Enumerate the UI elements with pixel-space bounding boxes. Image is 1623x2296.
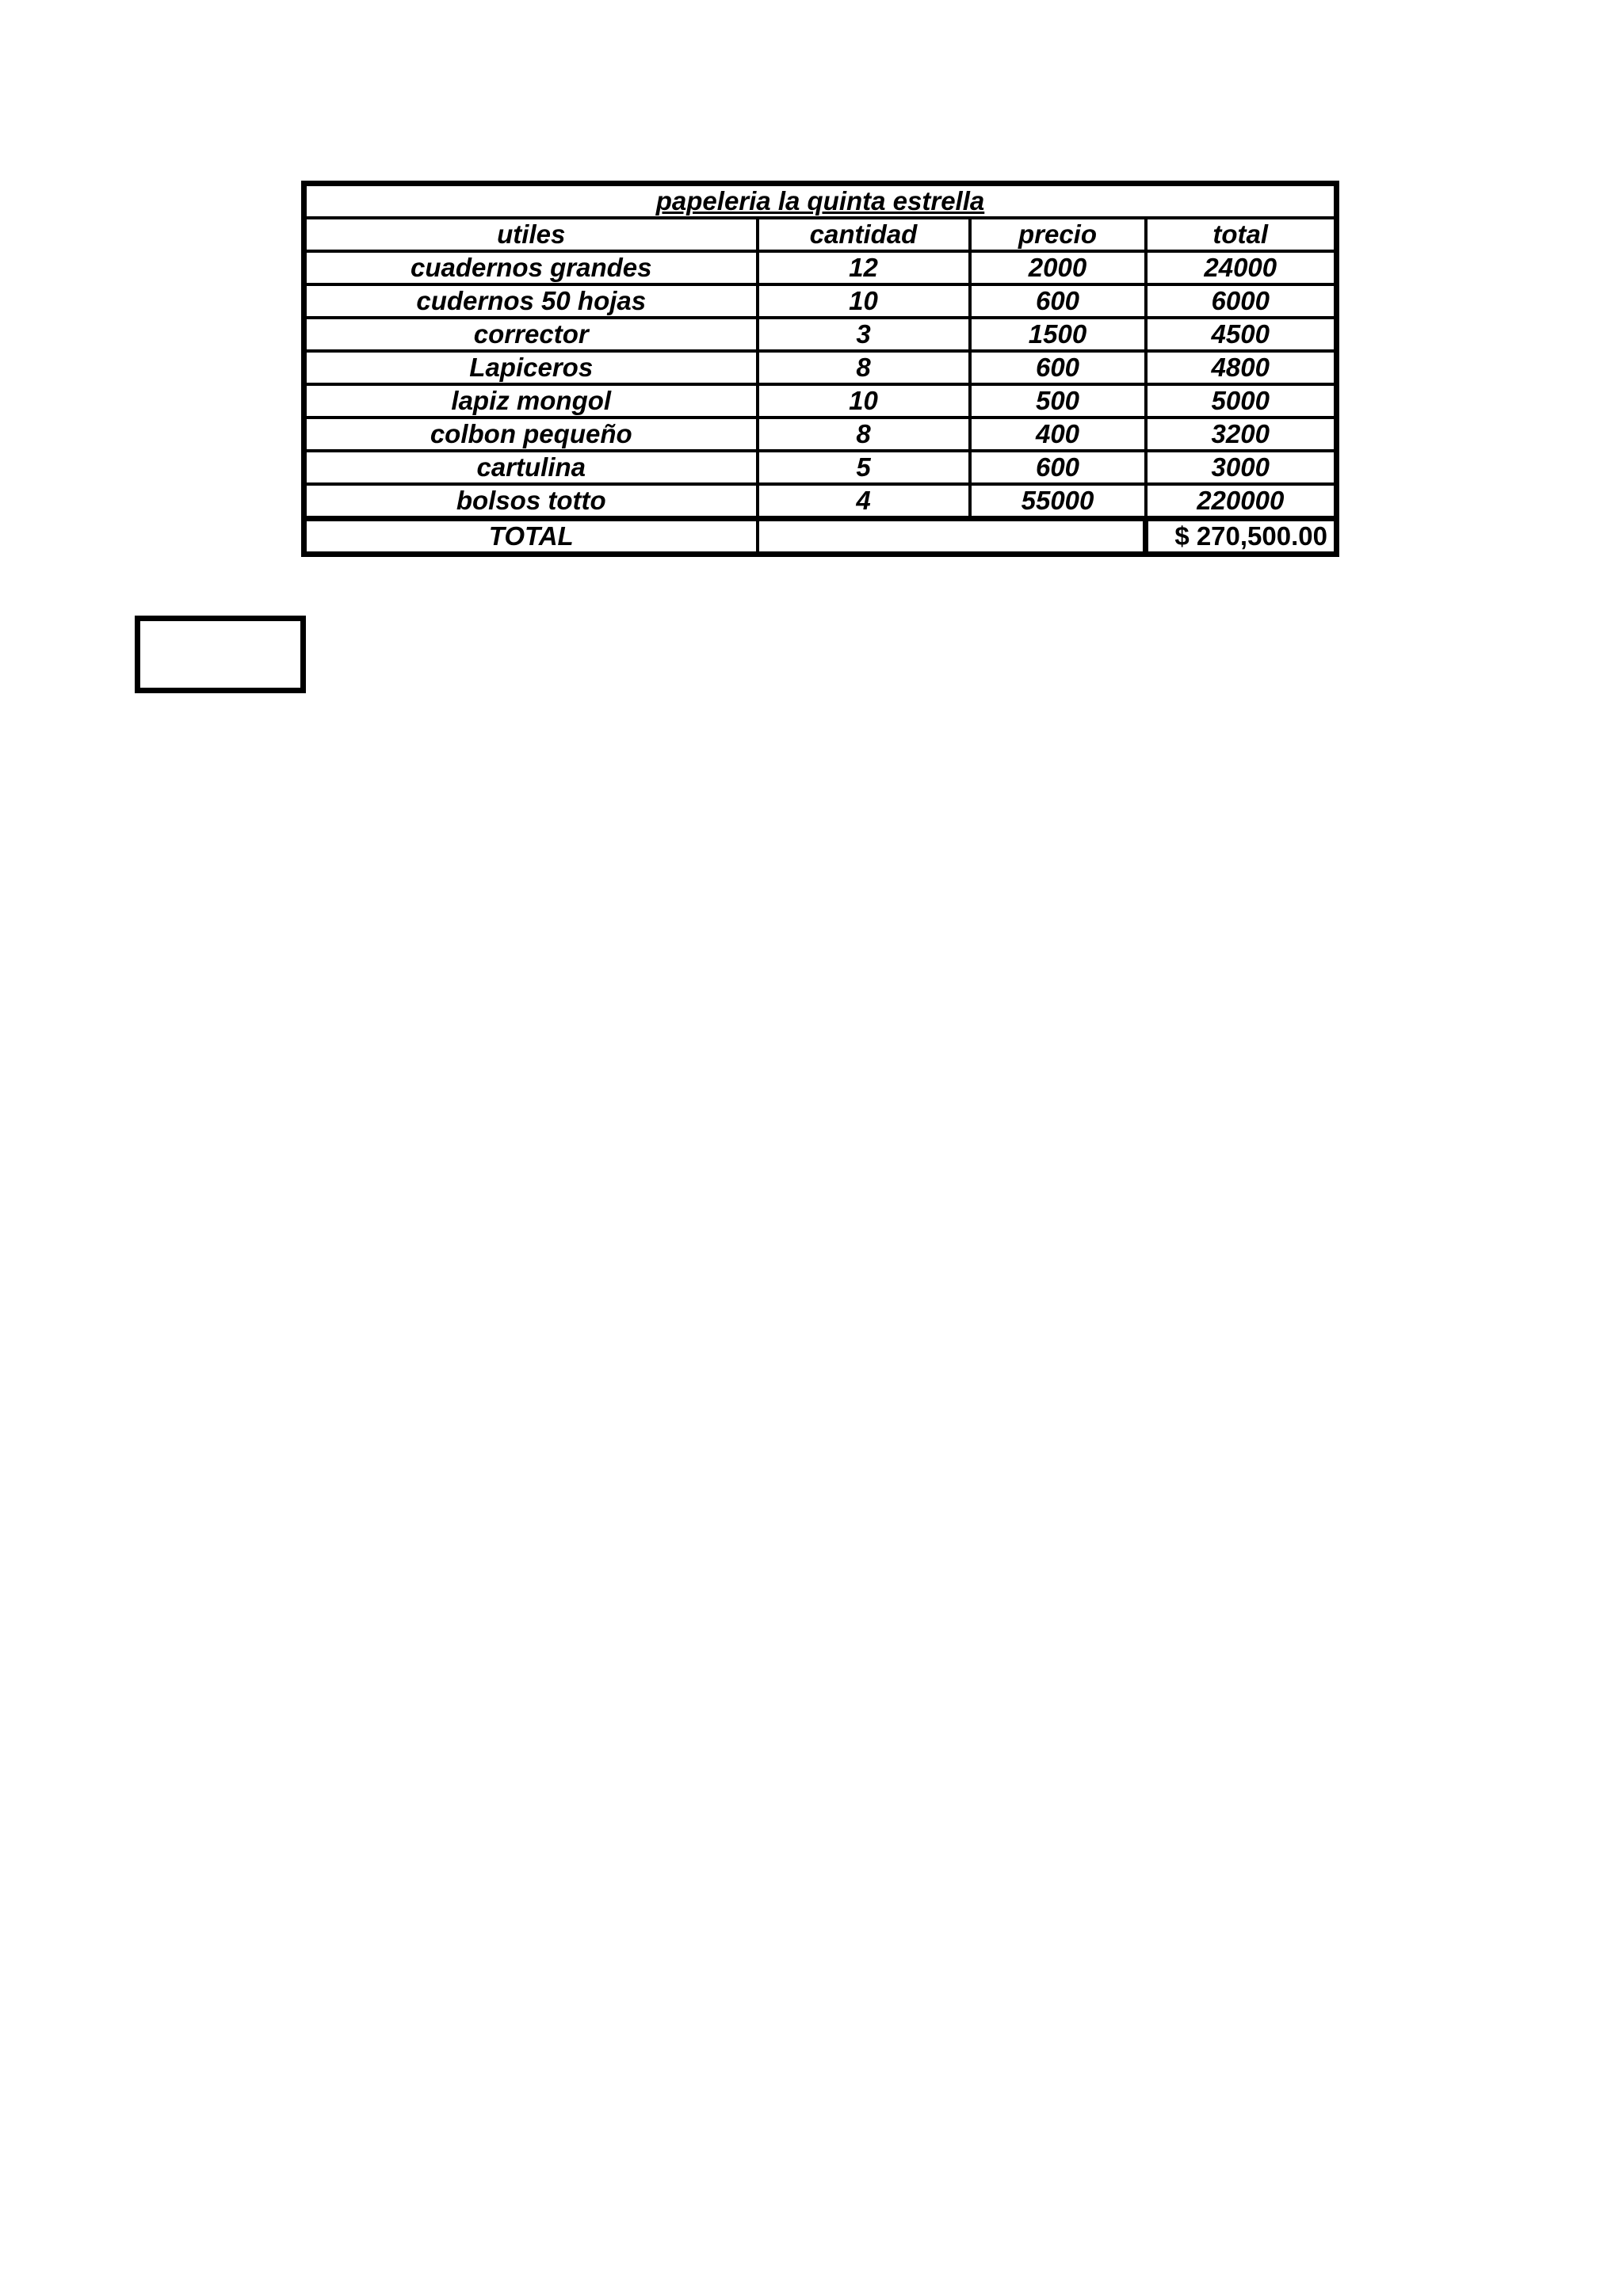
- row-total-cell[interactable]: 4500: [1146, 318, 1337, 351]
- quantity-cell[interactable]: 10: [758, 284, 970, 318]
- quantity-cell[interactable]: 4: [758, 484, 970, 519]
- row-total-cell[interactable]: 24000: [1146, 251, 1337, 284]
- item-name-cell[interactable]: cuadernos grandes: [304, 251, 758, 284]
- table-row: [304, 318, 1337, 351]
- item-name-cell[interactable]: Lapiceros: [304, 351, 758, 384]
- header-precio[interactable]: precio: [970, 218, 1146, 251]
- price-cell[interactable]: 600: [970, 351, 1146, 384]
- grand-total-label[interactable]: TOTAL: [304, 519, 758, 555]
- table-row: [304, 451, 1337, 484]
- row-total-cell[interactable]: 4800: [1146, 351, 1337, 384]
- grand-total-row: [304, 519, 1337, 555]
- stationery-invoice-table: [301, 181, 1339, 557]
- header-utiles[interactable]: utiles: [304, 218, 758, 251]
- table-row: [304, 418, 1337, 451]
- price-cell[interactable]: 400: [970, 418, 1146, 451]
- header-total[interactable]: total: [1146, 218, 1337, 251]
- row-total-cell[interactable]: 5000: [1146, 384, 1337, 418]
- row-total-cell[interactable]: 6000: [1146, 284, 1337, 318]
- item-name-cell[interactable]: corrector: [304, 318, 758, 351]
- quantity-cell[interactable]: 8: [758, 418, 970, 451]
- quantity-cell[interactable]: 8: [758, 351, 970, 384]
- row-total-cell[interactable]: 220000: [1146, 484, 1337, 519]
- price-cell[interactable]: 500: [970, 384, 1146, 418]
- table-title-row: [304, 184, 1337, 219]
- item-name-cell[interactable]: bolsos totto: [304, 484, 758, 519]
- price-cell[interactable]: 1500: [970, 318, 1146, 351]
- table-header-row: [304, 218, 1337, 251]
- price-cell[interactable]: 600: [970, 284, 1146, 318]
- table-row: [304, 251, 1337, 284]
- quantity-cell[interactable]: 10: [758, 384, 970, 418]
- row-total-cell[interactable]: 3000: [1146, 451, 1337, 484]
- table-title[interactable]: papeleria la quinta estrella: [304, 184, 1337, 219]
- header-cantidad[interactable]: cantidad: [758, 218, 970, 251]
- row-total-cell[interactable]: 3200: [1146, 418, 1337, 451]
- item-name-cell[interactable]: colbon pequeño: [304, 418, 758, 451]
- price-cell[interactable]: 600: [970, 451, 1146, 484]
- table-row: [304, 384, 1337, 418]
- quantity-cell[interactable]: 5: [758, 451, 970, 484]
- item-name-cell[interactable]: lapiz mongol: [304, 384, 758, 418]
- table-row: [304, 484, 1337, 519]
- item-name-cell[interactable]: cartulina: [304, 451, 758, 484]
- selected-empty-cell[interactable]: [135, 616, 306, 693]
- grand-total-value[interactable]: $ 270,500.00: [1146, 519, 1337, 555]
- quantity-cell[interactable]: 3: [758, 318, 970, 351]
- quantity-cell[interactable]: 12: [758, 251, 970, 284]
- price-cell[interactable]: 55000: [970, 484, 1146, 519]
- item-name-cell[interactable]: cudernos 50 hojas: [304, 284, 758, 318]
- table-row: [304, 351, 1337, 384]
- price-cell[interactable]: 2000: [970, 251, 1146, 284]
- grand-total-empty-cell[interactable]: [758, 519, 1146, 555]
- table-row: [304, 284, 1337, 318]
